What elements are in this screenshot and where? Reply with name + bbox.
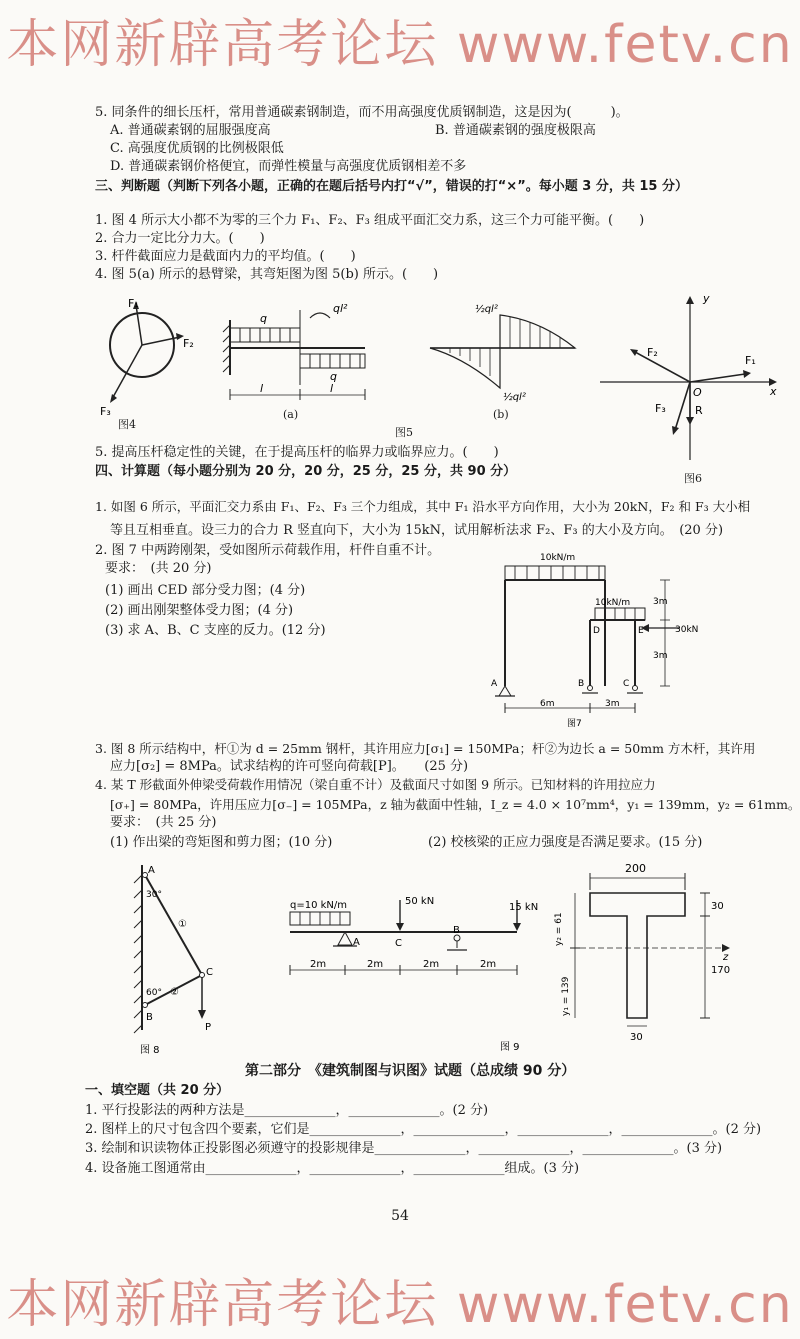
fig7-load-right: 10kN/m bbox=[595, 598, 631, 608]
q5-option-d: D. 普通碳素钢价格便宜，而弹性模量与高强度优质钢相差不多 bbox=[110, 159, 467, 174]
figure-7 bbox=[485, 548, 710, 733]
figure-5b bbox=[425, 300, 585, 410]
tsec-z-axis: z bbox=[723, 952, 729, 963]
fig5a-span-1: l bbox=[260, 382, 264, 395]
fig4-f2-label: F₂ bbox=[183, 337, 194, 350]
q5-option-a: A. 普通碳素钢的屈服强度高 bbox=[110, 123, 271, 138]
fig9-label-c: C bbox=[395, 938, 402, 949]
fig5a-q-bottom: q bbox=[330, 370, 337, 383]
fig7-span-1: 6m bbox=[540, 699, 555, 709]
part2-title: 第二部分 《建筑制图与识图》试题（总成绩 90 分） bbox=[245, 1063, 576, 1079]
watermark-bottom: 本网新辟高考论坛 www.fetv.cn bbox=[6, 1275, 794, 1335]
calc-q4-line1: 4. 某 T 形截面外伸梁受荷载作用情况（梁自重不计）及截面尺寸如图 9 所示。已知材料的许用拉应力 bbox=[95, 777, 656, 792]
fig8-label-p: P bbox=[205, 1022, 212, 1033]
figure-4 bbox=[100, 295, 200, 420]
fig8-label-a: A bbox=[148, 865, 155, 876]
fig9-span-4: 2m bbox=[480, 959, 497, 970]
calc-q4-r2: (2) 校核梁的正应力强度是否满足要求。(15 分) bbox=[428, 835, 703, 850]
fig7-caption: 图7 bbox=[567, 719, 582, 729]
figure-9 bbox=[285, 890, 545, 1055]
fig6-caption: 图6 bbox=[684, 472, 702, 485]
tsec-width: 200 bbox=[625, 862, 646, 875]
calc-q1-line2: 等且互相垂直。设三力的合力 R 竖直向下，大小为 15kN，试用解析法求 F₂、F₃ 的大小及方向。 (20 分) bbox=[110, 523, 724, 538]
fig8-rod-2: ② bbox=[170, 987, 179, 998]
calc-q2-r1: (1) 画出 CED 部分受力图；(4 分) bbox=[105, 583, 306, 598]
fig9-label-b: B bbox=[453, 925, 460, 936]
calc-q1-line1: 1. 如图 6 所示，平面汇交力系由 F₁、F₂、F₃ 三个力组成，其中 F₁ 沿水平方向作用，大小为 20kN，F₂ 和 F₃ 大小相 bbox=[95, 499, 751, 514]
q5-option-c: C. 高强度优质钢的比例极限低 bbox=[110, 141, 284, 156]
tsec-web-width: 30 bbox=[630, 1032, 643, 1043]
calc-q3-line1: 3. 图 8 所示结构中，杆①为 d = 25mm 钢杆，其许用应力[σ₁] = 150MPa；杆②为边长 a = 50mm 方木杆，其许用 bbox=[95, 741, 756, 756]
tsec-y1: y₁ = 139 bbox=[561, 976, 571, 1016]
tsec-flange: 30 bbox=[711, 901, 724, 912]
q5-option-b: B. 普通碳素钢的强度极限高 bbox=[435, 123, 596, 138]
fig8-label-c: C bbox=[206, 967, 213, 978]
fig4-caption: 图4 bbox=[118, 418, 136, 431]
fig9-force-50: 50 kN bbox=[405, 896, 435, 907]
calc-q3-line2: 应力[σ₂] = 8MPa。试求结构的许可竖向荷载[P]。 (25 分) bbox=[110, 759, 469, 774]
calc-title: 四、计算题（每小题分别为 20 分，20 分，25 分，25 分，共 90 分） bbox=[95, 464, 517, 479]
judge-title: 三、判断题（判断下列各小题，正确的在题后括号内打“√”，错误的打“×”。每小题 3 分，共 15 分） bbox=[95, 179, 688, 194]
part2-f3: 3. 绘制和识读物体正投影图必须遵守的投影规律是______________，______________，______________。(3 分) bbox=[85, 1141, 723, 1156]
fig9-span-1: 2m bbox=[310, 959, 327, 970]
fig6-f2-label: F₂ bbox=[647, 346, 658, 359]
fig5b-bottom-value: ½ql² bbox=[503, 392, 526, 403]
q5-stem: 5. 同条件的细长压杆，常用普通碳素钢制造，而不用高强度优质钢制造，这是因为( )。 bbox=[95, 105, 629, 120]
tsec-web-height: 170 bbox=[711, 965, 731, 976]
tsec-y2: y₂ = 61 bbox=[554, 912, 564, 946]
fig5a-q-top: q bbox=[260, 312, 267, 325]
fig7-label-d: D bbox=[593, 626, 600, 636]
calc-q2: 2. 图 7 中两跨刚架，受如图所示荷载作用，杆件自重不计。 bbox=[95, 543, 441, 558]
fig4-f1-label: F₁ bbox=[128, 297, 139, 310]
fig5a-span-2: l bbox=[330, 382, 334, 395]
figure-8 bbox=[120, 855, 240, 1055]
figure-5a bbox=[215, 300, 375, 410]
fig8-angle-60: 60° bbox=[146, 988, 162, 998]
fig6-x-label: x bbox=[770, 385, 777, 398]
fig6-f1-label: F₁ bbox=[745, 354, 756, 367]
fig5b-top-value: ½ql² bbox=[475, 304, 498, 315]
judge-q2: 2. 合力一定比分力大。( ) bbox=[95, 231, 265, 246]
fig7-label-a: A bbox=[491, 679, 498, 689]
judge-q3: 3. 杆件截面应力是截面内力的平均值。( ) bbox=[95, 249, 356, 264]
fig7-label-b: B bbox=[578, 679, 585, 689]
figure-6 bbox=[595, 290, 785, 470]
fig5-caption: 图5 bbox=[395, 426, 413, 439]
judge-q4: 4. 图 5(a) 所示的悬臂梁，其弯矩图为图 5(b) 所示。( ) bbox=[95, 267, 439, 282]
calc-q4-req: 要求： (共 25 分) bbox=[110, 815, 217, 830]
fig5b-caption: (b) bbox=[493, 408, 509, 421]
part2-f2: 2. 图样上的尺寸包含四个要素，它们是______________，______________，______________，______________。(2 分) bbox=[85, 1122, 762, 1137]
fig6-origin-label: O bbox=[693, 386, 702, 399]
fig8-caption: 图 8 bbox=[140, 1045, 160, 1056]
fig7-height-2: 3m bbox=[653, 651, 668, 661]
fig7-label-c: C bbox=[623, 679, 630, 689]
fig7-height-1: 3m bbox=[653, 597, 668, 607]
fig9-label-a: A bbox=[353, 937, 360, 948]
calc-q4-line2: [σ₊] = 80MPa，许用压应力[σ₋] = 105MPa，z 轴为截面中性轴，I_z = 4.0 × 10⁷mm⁴，y₁ = 139mm，y₂ = 61mm。 bbox=[110, 797, 800, 812]
fig8-label-b: B bbox=[146, 1012, 153, 1023]
part2-fill-title: 一、填空题（共 20 分） bbox=[85, 1083, 230, 1098]
t-section bbox=[555, 858, 730, 1048]
calc-q4-r1: (1) 作出梁的弯矩图和剪力图；(10 分) bbox=[110, 835, 333, 850]
judge-q1: 1. 图 4 所示大小都不为零的三个力 F₁、F₂、F₃ 组成平面汇交力系，这三个力可能平衡。( ) bbox=[95, 213, 645, 228]
fig6-r-label: R bbox=[695, 404, 703, 417]
fig7-force: 30kN bbox=[675, 625, 699, 635]
fig5a-moment: ql² bbox=[333, 302, 348, 315]
fig9-force-15: 15 kN bbox=[509, 902, 539, 913]
fig7-label-e: E bbox=[638, 626, 644, 636]
fig5a-caption: (a) bbox=[283, 408, 299, 421]
fig9-span-3: 2m bbox=[423, 959, 440, 970]
part2-f1: 1. 平行投影法的两种方法是______________，______________。(2 分) bbox=[85, 1103, 489, 1118]
fig8-rod-1: ① bbox=[178, 919, 187, 930]
fig6-f3-label: F₃ bbox=[655, 402, 666, 415]
fig7-span-2: 3m bbox=[605, 699, 620, 709]
fig4-f3-label: F₃ bbox=[100, 405, 111, 418]
fig9-distributed-load: q=10 kN/m bbox=[290, 900, 348, 911]
part2-f4: 4. 设备施工图通常由______________，______________，______________组成。(3 分) bbox=[85, 1161, 580, 1176]
watermark-top: 本网新辟高考论坛 www.fetv.cn bbox=[6, 15, 794, 75]
page-number: 54 bbox=[391, 1208, 409, 1224]
fig7-load-top: 10kN/m bbox=[540, 553, 576, 563]
calc-q2-req: 要求： (共 20 分) bbox=[105, 561, 212, 576]
fig6-y-label: y bbox=[703, 292, 710, 305]
calc-q2-r3: (3) 求 A、B、C 支座的反力。(12 分) bbox=[105, 623, 326, 638]
fig8-angle-30: 30° bbox=[146, 890, 162, 900]
calc-q2-r2: (2) 画出刚架整体受力图；(4 分) bbox=[105, 603, 294, 618]
judge-q5: 5. 提高压杆稳定性的关键，在于提高压杆的临界力或临界应力。( ) bbox=[95, 445, 499, 460]
fig9-span-2: 2m bbox=[367, 959, 384, 970]
fig9-caption: 图 9 bbox=[500, 1042, 520, 1053]
